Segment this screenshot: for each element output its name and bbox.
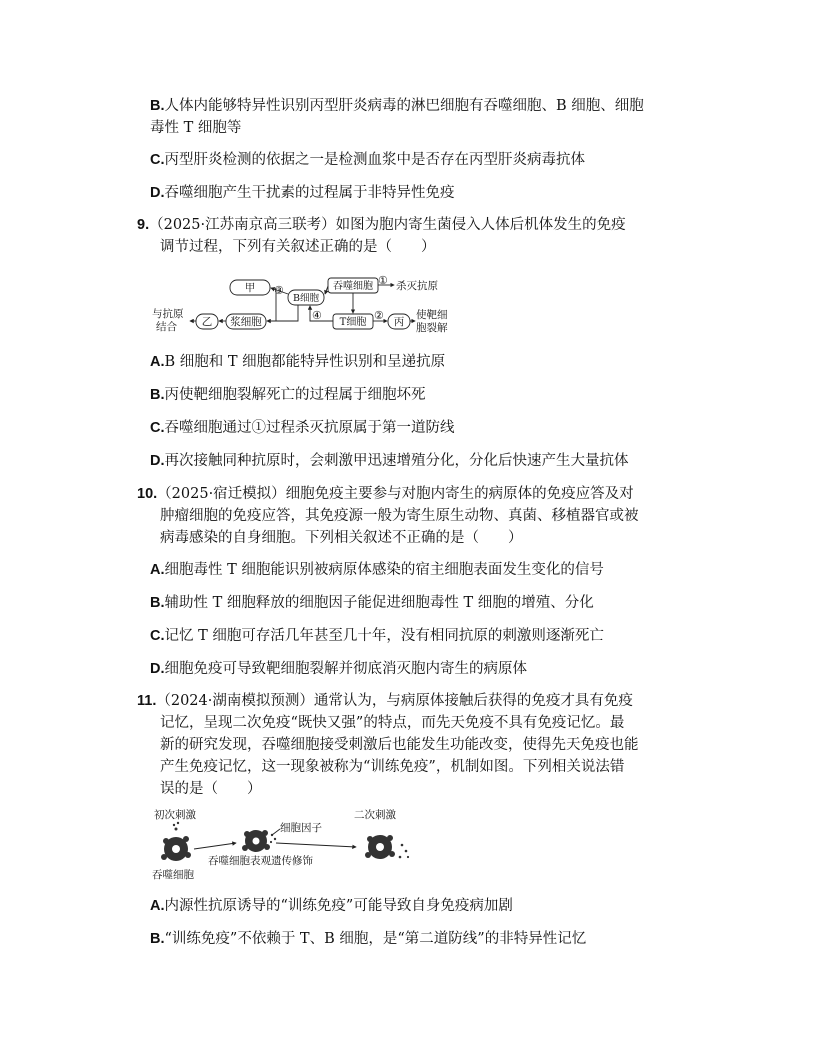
q11-stem-line4: 产生免疫记忆，这一现象被称为“训练免疫”，机制如图。下列相关说法错 — [160, 759, 625, 775]
q8-option-b-line2: 毒性 T 细胞等 — [150, 120, 242, 136]
first-stimulus-label: 初次刺激 — [154, 809, 196, 821]
plasma-cell-label: 浆细胞 — [230, 316, 262, 328]
second-stimulus-label: 二次刺激 — [354, 809, 396, 821]
q9-option-a: A.B 细胞和 T 细胞都能特异性识别和呈递抗原 — [150, 354, 446, 370]
phagocyte-label: 吞噬细胞 — [152, 869, 194, 881]
q9-option-b: B.丙使靶细胞裂解死亡的过程属于细胞坏死 — [150, 387, 426, 403]
phagocyte-cell-3 — [365, 835, 409, 859]
phagocyte-label: 吞噬细胞 — [333, 281, 373, 292]
step3-marker: ③ — [274, 284, 284, 297]
q11-stem-line2: 记忆，呈现二次免疫“既快又强”的特点，而先天免疫不具有免疫记忆。最 — [160, 715, 625, 731]
q10-stem-line1: 10.（2025·宿迁模拟）细胞免疫主要参与对胞内寄生的病原体的免疫应答及对 — [137, 486, 634, 502]
q10-stem-line2: 肿瘤细胞的免疫应答，其免疫源一般为寄生原生动物、真菌、移植器官或被 — [160, 508, 639, 524]
yi-label: 乙 — [201, 316, 213, 328]
q10-option-c: C.记忆 T 细胞可存活几年甚至几十年，没有相同抗原的刺激则逐渐死亡 — [150, 628, 604, 644]
q9-immune-diagram — [150, 270, 490, 342]
b-cell-label: B细胞 — [293, 293, 319, 304]
q9-option-c: C.吞噬细胞通过①过程杀灭抗原属于第一道防线 — [150, 420, 455, 436]
lyse-label-1: 使靶细 — [416, 309, 448, 321]
q10-option-d: D.细胞免疫可导致靶细胞裂解并彻底消灭胞内寄生的病原体 — [150, 661, 527, 677]
step1-marker: ① — [378, 274, 388, 287]
bind-antigen-label-2: 结合 — [156, 321, 177, 333]
q10-option-b: B.辅助性 T 细胞释放的细胞因子能促进细胞毒性 T 细胞的增殖、分化 — [150, 595, 594, 611]
q9-option-d: D.再次接触同种抗原时，会刺激甲迅速增殖分化，分化后快速产生大量抗体 — [150, 453, 629, 469]
bing-label: 丙 — [393, 316, 405, 328]
q10-option-a: A.细胞毒性 T 细胞能识别被病原体感染的宿主细胞表面发生变化的信号 — [150, 562, 604, 578]
jia-label: 甲 — [244, 282, 256, 294]
q11-stem-line3: 新的研究发现，吞噬细胞接受刺激后也能发生功能改变，使得先天免疫也能 — [160, 737, 639, 753]
q11-training-immunity-diagram — [150, 805, 420, 885]
q9-stem-line2: 调节过程，下列有关叙述正确的是（ ） — [160, 239, 436, 255]
q11-stem-line1: 11.（2024·湖南模拟预测）通常认为，与病原体接触后获得的免疫才具有免疫 — [137, 693, 633, 709]
phagocyte-cell-1 — [161, 822, 191, 861]
step4-marker: ④ — [312, 309, 322, 322]
kill-antigen-label: 杀灭抗原 — [396, 280, 438, 292]
step2-marker: ② — [374, 309, 384, 322]
q11-stem-line5: 误的是（ ） — [160, 781, 262, 797]
phagocyte-cell-2 — [242, 830, 270, 852]
q8-option-c: C.丙型肝炎检测的依据之一是检测血浆中是否存在丙型肝炎病毒抗体 — [150, 152, 585, 168]
t-cell-label: T细胞 — [339, 317, 367, 328]
q8-option-b-line1: B.人体内能够特异性识别丙型肝炎病毒的淋巴细胞有吞噬细胞、B 细胞、细胞 — [150, 98, 644, 114]
q11-option-a: A.内源性抗原诱导的“训练免疫”可能导致自身免疫病加剧 — [150, 898, 513, 914]
q10-stem-line3: 病毒感染的自身细胞。下列相关叙述不正确的是（ ） — [160, 530, 523, 546]
epigenetic-label: 吞噬细胞表观遗传修饰 — [208, 855, 313, 867]
q8-option-d: D.吞噬细胞产生干扰素的过程属于非特异性免疫 — [150, 185, 455, 201]
q11-option-b: B.“训练免疫”不依赖于 T、B 细胞，是“第二道防线”的非特异性记忆 — [150, 931, 587, 947]
lyse-label-2: 胞裂解 — [416, 322, 448, 334]
q9-stem-line1: 9.（2025·江苏南京高三联考）如图为胞内寄生菌侵入人体后机体发生的免疫 — [137, 217, 626, 233]
bind-antigen-label-1: 与抗原 — [152, 308, 184, 320]
cytokine-label: 细胞因子 — [280, 822, 322, 834]
